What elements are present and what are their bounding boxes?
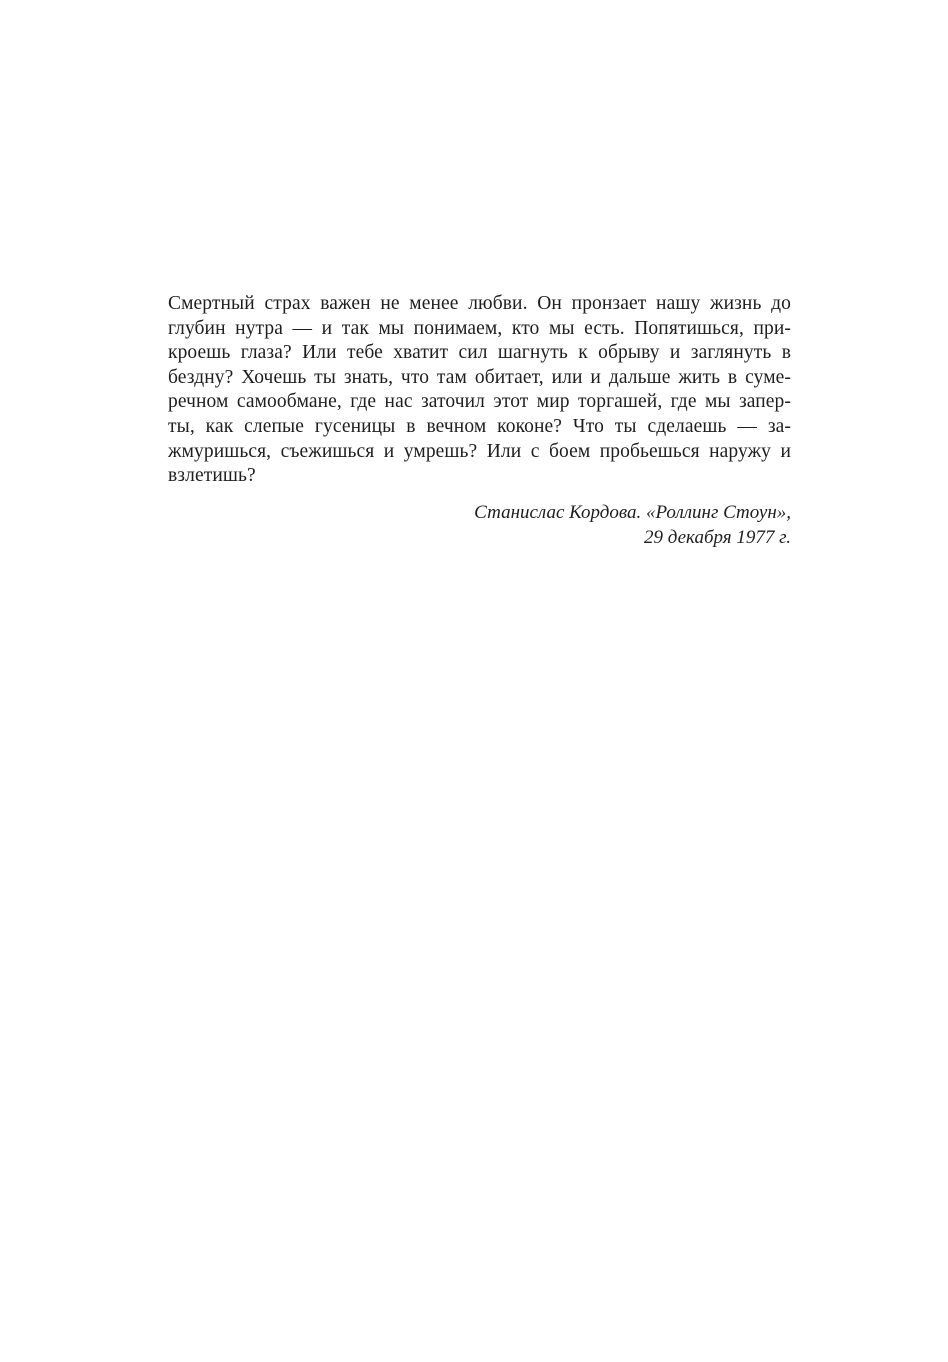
epigraph-line: жмуришься, съежишься и умрешь? Или с боем пробьешься наружу и (168, 440, 791, 462)
epigraph-block (168, 292, 791, 550)
epigraph-line: речном самообмане, где нас заточил этот мир торгашей, где мы запер- (168, 391, 791, 413)
epigraph-line: глубин нутра — и так мы понимаем, кто мы есть. Попятишься, при- (168, 317, 791, 339)
epigraph-line: взлетишь? (168, 465, 256, 487)
epigraph-paragraph (168, 292, 791, 489)
attribution-author-line: Станислас Кордова. «Роллинг Стоун», (474, 501, 791, 523)
epigraph-line: ты, как слепые гусеницы в вечном коконе? Что ты сделаешь — за- (168, 415, 791, 437)
epigraph-line: кроешь глаза? Или тебе хватит сил шагнуть к обрыву и заглянуть в (168, 342, 791, 364)
attribution-date-line: 29 декабря 1977 г. (644, 526, 791, 548)
epigraph-attribution (168, 500, 791, 550)
epigraph-line: Смертный страх важен не менее любви. Он пронзает нашу жизнь до (168, 293, 791, 314)
epigraph-line: бездну? Хочешь ты знать, что там обитает, или и дальше жить в суме- (168, 366, 791, 388)
